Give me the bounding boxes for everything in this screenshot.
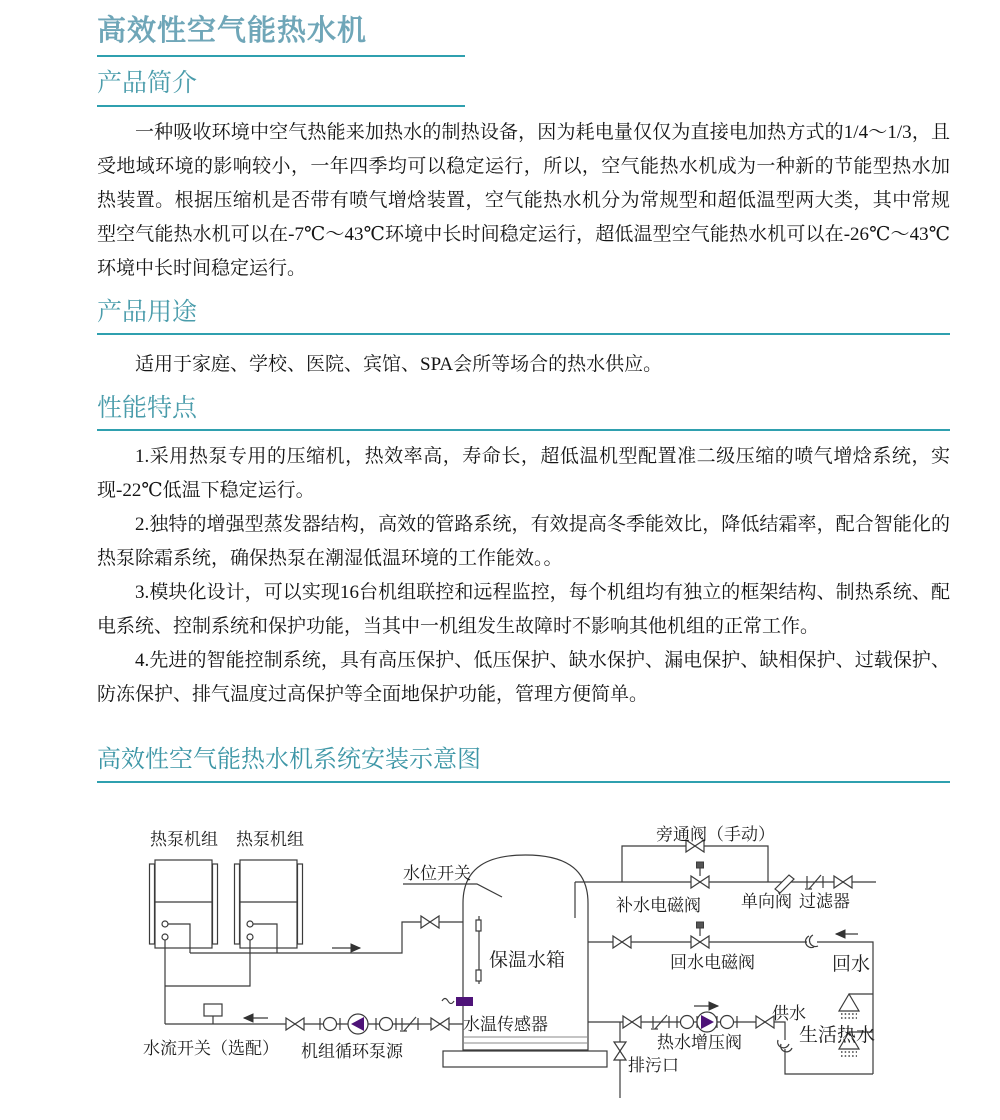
- circulation-pump-label: 机组循环泵源: [301, 1042, 403, 1061]
- booster-pump-icon: [697, 1012, 717, 1032]
- check-valve-icon: [775, 875, 794, 893]
- return-solenoid-label: 回水电磁阀: [670, 953, 755, 972]
- shower-icon: [839, 994, 859, 1018]
- heat-pump-2-label: 热泵机组: [236, 830, 304, 849]
- water-level-switch-label: 水位开关: [403, 864, 471, 883]
- supply-water-label: 供水: [772, 1004, 806, 1023]
- temp-sensor-label: 水温传感器: [463, 1015, 548, 1034]
- section-heading-usage: 产品用途: [97, 299, 198, 326]
- valve-icon: [613, 936, 631, 948]
- domestic-hot-water-label: 生活热水: [799, 1025, 876, 1046]
- makeup-solenoid-icon: [691, 862, 709, 888]
- return-solenoid-icon: [691, 922, 709, 948]
- tank-base: [443, 1051, 607, 1067]
- feature-item: 4.先进的智能控制系统，具有高压保护、低压保护、缺水保护、漏电保护、缺相保护、过载保护、防冻保护、排气温度过高保护等全面地保护功能，管理方便简单。: [97, 650, 950, 705]
- pipe-union-icon: [677, 1016, 697, 1029]
- usage-divider: [97, 333, 950, 335]
- return-piping: [143, 940, 463, 1061]
- feature-item: 1.采用热泵专用的压缩机，热效率高，寿命长，超低温机型配置准二级压缩的喷气增焓系统，实现-22℃低温下稳定运行。: [97, 446, 950, 501]
- heat-pump-1-label: 热泵机组: [150, 830, 218, 849]
- usage-paragraph: 适用于家庭、学校、医院、宾馆、SPA会所等场合的热水供应。: [135, 354, 663, 375]
- pipe-union-icon: [376, 1018, 396, 1031]
- drain-label: 排污口: [628, 1056, 679, 1075]
- valve-icon: [286, 1018, 304, 1030]
- heat-pump-unit-1: [150, 830, 219, 948]
- insulated-water-tank: [403, 855, 607, 1067]
- makeup-solenoid-label: 补水电磁阀: [616, 896, 701, 915]
- title-divider: [97, 55, 465, 57]
- heat-pump-unit-2: [235, 830, 305, 948]
- feature-item: 2.独特的增强型蒸发器结构，高效的管路系统，有效提高冬季能效比，降低结霜率，配合智能化的热泵除霜系统，确保热泵在潮湿低温环境的工作能效。。: [97, 514, 950, 569]
- circulation-pump-icon: [348, 1014, 368, 1034]
- domestic-hot-water: [799, 994, 875, 1056]
- diagram-section: [97, 745, 950, 783]
- feature-item: 3.模块化设计，可以实现16台机组联控和远程监控，每个机组均有独立的框架结构、制热系统、配电系统、控制系统和保护功能，当其中一机组发生故障时不影响其他机组的正常工作。: [97, 582, 950, 637]
- pipe-union-icon: [320, 1018, 340, 1031]
- temp-sensor-icon: [456, 997, 473, 1006]
- features-divider: [97, 429, 950, 431]
- page-title: 高效性空气能热水机: [97, 15, 368, 47]
- valve-icon: [834, 876, 852, 888]
- diagram-heading: 高效性空气能热水机系统安装示意图: [97, 747, 481, 773]
- flow-switch-label: 水流开关（选配）: [143, 1039, 279, 1058]
- level-switch-leader: [403, 884, 502, 897]
- water-flow-switch-icon: [204, 1004, 222, 1016]
- intro-paragraph: 一种吸收环境中空气热能来加热水的制热设备，因为耗电量仅仅为直接电加热方式的1/4～1/3，且受地域环境的影响较小，一年四季均可以稳定运行，所以，空气能热水机成为一种新的节能型热水加热装置。根据压缩机是否带有喷气增焓装置，空气能热水机分为常规型和超低温型两大类，其中常规型空气能热水机可以在-7℃～43℃环境中长时间稳定运行，超低温型空气能热水机可以在-26℃～43℃环境中长时间稳定运行。: [97, 122, 950, 279]
- drain-valve-icon: [614, 1042, 626, 1060]
- installation-diagram: [0, 800, 1000, 1120]
- document-body: [97, 0, 950, 712]
- valve-icon: [421, 916, 439, 928]
- pipe-union-icon: [717, 1016, 737, 1029]
- check-valve-label: 单向阀: [741, 892, 792, 911]
- features-list: [97, 440, 950, 712]
- valve-icon: [623, 1016, 641, 1028]
- section-heading-features: 性能特点: [97, 395, 198, 422]
- booster-pump-label: 热水增压阀: [657, 1033, 742, 1052]
- diagram-divider: [97, 781, 950, 783]
- makeup-water-line: [575, 825, 876, 915]
- filter-label: 过滤器: [799, 892, 850, 911]
- valve-icon: [431, 1018, 449, 1030]
- return-water-label: 回水: [832, 954, 871, 975]
- intro-divider: [97, 105, 465, 107]
- section-heading-intro: 产品简介: [97, 70, 198, 97]
- tank-label: 保温水箱: [489, 950, 566, 971]
- bypass-valve-label: 旁通阀（手动）: [656, 825, 775, 844]
